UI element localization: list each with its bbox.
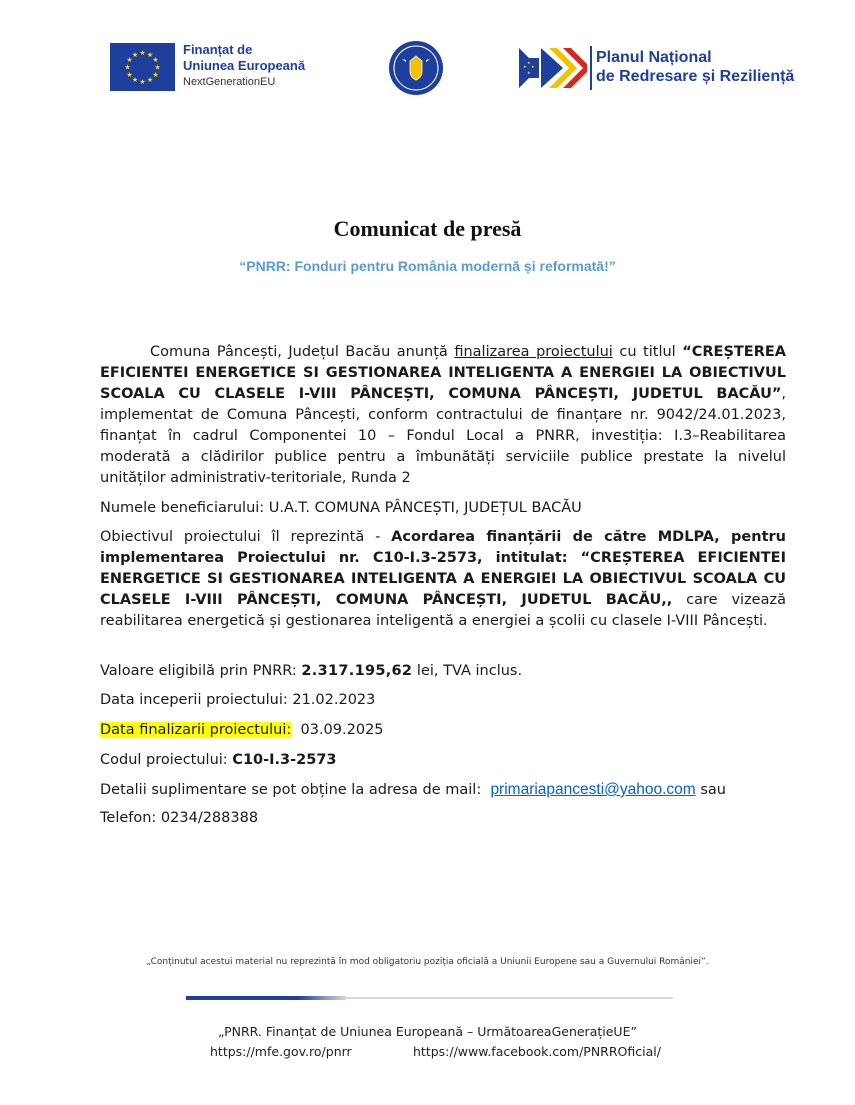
start-date-value: 21.02.2023 <box>292 692 376 708</box>
intro-paragraph <box>100 342 786 489</box>
eu-text-line2: Uniunea Europeană <box>183 58 306 73</box>
svg-text:★: ★ <box>126 71 133 79</box>
eligible-value-line <box>100 661 786 682</box>
svg-text:★: ★ <box>146 51 154 59</box>
svg-text:★: ★ <box>126 56 133 64</box>
start-date-line <box>100 690 786 711</box>
svg-text:★: ★ <box>152 71 159 79</box>
project-code-label: Codul proiectului: <box>100 752 233 768</box>
intro-rest: , implementat de Comuna Pâncești, conform contractului de finanțare nr. 9042/24.01.2023, finanțat în cadrul Componentei 10 – Fondul Local a PNRR, investiția: I.3–Reabilitarea moderată a clădirilor publice pentru a îmbunătăți serviciile publice prestate la nivelul unităților administrativ-teritoriale, Runda 2 <box>100 386 786 486</box>
footer-divider-accent <box>186 996 346 1000</box>
contact-line <box>100 779 786 801</box>
eu-flag-logo <box>110 43 175 91</box>
svg-text:★: ★ <box>154 63 161 72</box>
value-label: Valoare eligibilă prin PNRR: <box>100 663 302 679</box>
end-date-line <box>100 720 786 741</box>
footer-disclaimer: „Conținutul acestui material nu reprezintă în mod obligatoriu poziția oficială a Uniunii Europene sau a Guvernului României”. <box>146 957 709 967</box>
objective-rest: care vizează reabilitarea energetică și gestionarea inteligentă a energiei a școlii cu clasele I-VIII Pâncești. <box>100 592 786 629</box>
beneficiary-line: Numele beneficiarului: U.A.T. COMUNA PÂNCEȘTI, JUDEȚUL BACĂU <box>100 500 582 516</box>
svg-text:★: ★ <box>523 64 527 69</box>
eu-text-line3: NextGenerationEU <box>183 76 276 88</box>
svg-text:★: ★ <box>152 56 159 64</box>
svg-text:★: ★ <box>527 70 531 75</box>
pnrr-logo-icon <box>519 48 587 88</box>
project-title: “CREȘTEREA EFICIENTEI ENERGETICE SI GESTIONAREA INTELIGENTA A ENERGIEI LA OBIECTIVUL SCOALA CU CLASELE I-VIII PÂNCEȘTI, COMUNA PÂNCEȘTI, JUDETUL BACĂU” <box>100 344 786 402</box>
project-code-line <box>100 750 786 771</box>
contact-suffix: sau <box>695 782 726 798</box>
svg-text:★: ★ <box>139 49 146 57</box>
intro-lead: Comuna Pâncești, Județul Bacău anunță <box>150 344 455 360</box>
phone-line: Telefon: 0234/288388 <box>100 810 259 826</box>
eu-stars-icon <box>110 43 175 91</box>
value-suffix: lei, TVA inclus. <box>412 663 523 679</box>
svg-text:★: ★ <box>131 76 139 84</box>
objective-bold: Acordarea finanțării de către MDLPA, pentru implementarea Proiectului nr. C10-I.3-2573, intitulat: “CREȘTEREA EFICIENTEI ENERGETICE SI GESTIONAREA INTELIGENTA A ENERGIEI LA OBIECTIVUL SCOALA CU CLASELE I-VIII PÂNCEȘTI, COMUNA PÂNCEȘTI, JUDETUL BACĂU,, <box>100 529 786 608</box>
page-subtitle: “PNRR: Fonduri pentru România modernă și reformată!” <box>239 258 616 274</box>
eu-funding-label <box>183 42 305 90</box>
pnrr-text-line1: Planul Național <box>596 49 712 66</box>
project-code-value: C10-I.3-2573 <box>232 752 337 768</box>
contact-label: Detalii suplimentare se pot obține la adresa de mail: <box>100 782 491 798</box>
svg-text:★: ★ <box>527 60 531 65</box>
svg-text:★: ★ <box>124 63 131 72</box>
intro-after: cu titlul <box>612 344 683 360</box>
eu-text-line1: Finanțat de <box>183 42 253 57</box>
start-date-label: Data inceperii proiectului: <box>100 692 293 708</box>
page-title: Comunicat de presă <box>333 216 522 241</box>
svg-text:★: ★ <box>131 51 139 59</box>
svg-text:★: ★ <box>139 78 146 86</box>
end-date-label: Data finalizarii proiectului: <box>100 722 292 738</box>
footer-mfe-url[interactable]: https://mfe.gov.ro/pnrr <box>210 1044 352 1059</box>
footer-slogan: „PNRR. Finanțat de Uniunea Europeană – UrmătoareaGenerațieUE” <box>218 1024 637 1039</box>
footer-facebook-url[interactable]: https://www.facebook.com/PNRROficial/ <box>413 1044 661 1059</box>
intro-underlined: finalizarea proiectului <box>454 344 613 360</box>
government-seal-icon <box>388 40 444 96</box>
pnrr-logo-divider <box>590 46 592 90</box>
objective-lead: Obiectivul proiectului îl reprezintă - <box>100 529 392 545</box>
end-date-value: 03.09.2025 <box>291 722 384 738</box>
romanian-government-seal <box>388 40 444 96</box>
pnrr-text-line2: de Redresare și Reziliență <box>596 68 795 85</box>
value-amount: 2.317.195,62 <box>301 663 413 679</box>
svg-text:★: ★ <box>146 76 154 84</box>
objective-paragraph <box>100 527 786 632</box>
svg-text:★: ★ <box>531 64 535 69</box>
pnrr-logo-label <box>596 48 794 86</box>
email-link[interactable]: primariapancesti@yahoo.com <box>490 781 696 798</box>
